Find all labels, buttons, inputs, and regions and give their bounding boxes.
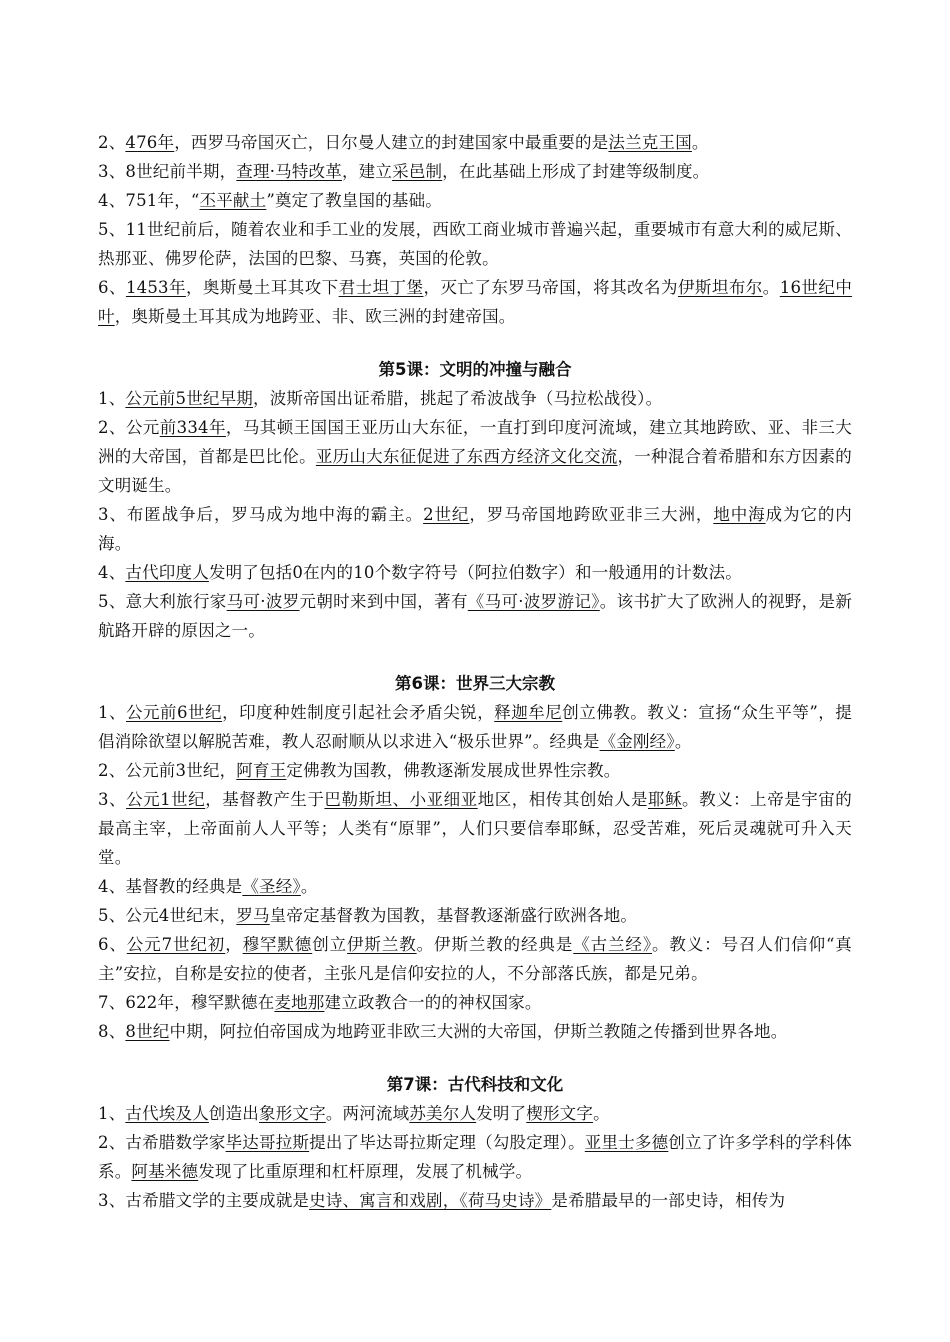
key-term: 丕平献土 (199, 191, 267, 210)
key-term: 公元1世纪 (126, 790, 206, 809)
key-term: 采邑制 (392, 162, 443, 181)
text-segment: ”奠定了教皇国的基础。 (266, 191, 442, 210)
key-term: 伊斯兰教 (347, 935, 417, 954)
text-segment: 元朝时来到中国，著有 (299, 592, 468, 611)
text-segment: 1、 (98, 1104, 126, 1123)
text-segment: 创造出 (208, 1104, 260, 1123)
list-item (98, 186, 852, 215)
list-item (98, 273, 852, 331)
text-segment: 是希腊最早的一部史诗，相传为 (551, 1191, 786, 1210)
list-item (98, 785, 852, 872)
text-segment: 3、古希腊文学的主要成就是 (98, 1191, 310, 1210)
list-item (98, 587, 852, 645)
key-term: 阿基米德 (131, 1162, 199, 1181)
text-segment: ，波斯帝国出证希腊，挑起了希波战争（马拉松战役）。 (253, 389, 663, 408)
key-term: 公元7世纪初 (126, 935, 226, 954)
key-term: 耶稣 (647, 790, 683, 809)
list-item (98, 1128, 852, 1186)
text-segment: ，奥斯曼土耳其成为地跨亚、非、欧三洲的封建帝国。 (114, 307, 516, 326)
text-segment: ，罗马帝国地跨欧亚非三大洲， (469, 505, 714, 524)
text-segment: 4、 (98, 563, 126, 582)
key-term: 1453年 (125, 278, 186, 297)
key-term: 阿育王 (236, 761, 287, 780)
text-segment: 发明了包括0在内的10个数字符号（阿拉伯数字）和一般通用的计数法。 (208, 563, 742, 582)
key-term: 古代埃及人 (125, 1104, 209, 1123)
list-item (98, 128, 852, 157)
list-item (98, 988, 852, 1017)
key-term: 苏美尔人 (409, 1104, 477, 1123)
text-segment: 3、布匿战争后，罗马成为地中海的霸主。 (98, 505, 424, 524)
text-segment: 6、 (98, 935, 127, 954)
text-segment: ，印度种姓制度引起社会矛盾尖锐， (222, 703, 495, 722)
text-segment: 。 (674, 732, 692, 751)
key-term: 穆罕默德 (242, 935, 313, 954)
text-segment: 。伊斯兰教的经典是 (416, 935, 574, 954)
text-segment: 3、8世纪前半期， (98, 162, 237, 181)
text-segment: 提出了毕达哥拉斯定理（勾股定理）。 (309, 1133, 585, 1152)
list-item (98, 1186, 852, 1215)
list-item (98, 872, 852, 901)
text-segment: 发现了比重原理和杠杆原理，发展了机械学。 (198, 1162, 533, 1181)
text-segment: 地区，相传其创始人是 (477, 790, 648, 809)
text-segment: 创立佛教。教义：宣扬“众生平等”，提倡消除欲望以解脱苦难，教人忍耐顺从以求进入“极乐世界”。经典是 (98, 703, 852, 751)
text-segment: 。两河流域 (325, 1104, 410, 1123)
list-item (98, 558, 852, 587)
text-segment: 皇帝定基督教为国教，基督教逐渐盛行欧洲各地。 (269, 906, 638, 925)
key-term: 伊斯坦布尔 (677, 278, 763, 297)
text-segment: 4、751年，“ (98, 191, 200, 210)
key-term: 巴勒斯坦、小亚细亚 (324, 790, 478, 809)
key-term: 史诗、寓言和戏剧， (309, 1191, 460, 1210)
key-term: 麦地那 (274, 993, 325, 1012)
lesson-heading: 第7课：古代科技和文化 (386, 1075, 564, 1094)
text-segment: 1、 (98, 389, 126, 408)
key-term: 16世纪中叶 (98, 278, 853, 326)
text-segment: ，马其顿王国国王亚历山大东征，一直打到印度河流域，建立其地跨欧、亚、非三大洲的大帝国，首都是巴比伦。 (98, 418, 852, 466)
lesson-heading: 第6课：世界三大宗教 (395, 674, 555, 693)
text-segment: ，奥斯曼土耳其攻下 (185, 278, 339, 297)
list-item (98, 500, 852, 558)
list-item (98, 1017, 852, 1046)
list-item (98, 901, 852, 930)
text-segment: 中期，阿拉伯帝国成为地跨亚非欧三大洲的大帝国，伊斯兰教随之传播到世界各地。 (169, 1022, 788, 1041)
key-term: 公元前6世纪 (126, 703, 223, 722)
list-item (98, 930, 852, 988)
key-term: 2世纪 (423, 505, 470, 524)
text-segment: ，基督教产生于 (205, 790, 325, 809)
key-term: 《荷马史诗》 (459, 1191, 552, 1210)
key-term: 476年 (125, 133, 175, 152)
key-term: 君士坦丁堡 (338, 278, 424, 297)
text-segment: ， (225, 935, 243, 954)
text-segment: 2、公元前3世纪， (98, 761, 237, 780)
list-item (98, 157, 852, 186)
text-segment: 1、 (98, 703, 127, 722)
key-term: 罗马 (236, 906, 270, 925)
key-term: 《马可·波罗游记》 (467, 592, 600, 611)
key-term: 象形文字 (259, 1104, 326, 1123)
text-segment: ，灭亡了东罗马帝国，将其改名为 (423, 278, 678, 297)
text-segment: 4、基督教的经典是 (98, 877, 243, 896)
text-segment: ，在此基础上形成了封建等级制度。 (442, 162, 710, 181)
document-body (98, 128, 852, 1215)
list-item (98, 698, 852, 756)
text-segment: ，建立 (341, 162, 393, 181)
text-segment: 。 (691, 133, 709, 152)
text-segment: 建立政教合一的的神权国家。 (324, 993, 542, 1012)
text-segment: 。 (300, 877, 318, 896)
text-segment: 2、 (98, 133, 126, 152)
key-term: 查理·马特改革 (236, 162, 342, 181)
list-item (98, 215, 852, 273)
list-item (98, 1099, 852, 1128)
text-segment: 。教义：号召人们信仰“真主”安拉，自称是安拉的使者，主张凡是信仰安拉的人，不分部落氏族，都是兄弟。 (98, 935, 853, 983)
key-term: 8世纪 (125, 1022, 170, 1041)
text-segment: 5、意大利旅行家 (98, 592, 227, 611)
list-item (98, 756, 852, 785)
text-segment: 。 (762, 278, 780, 297)
key-term: 马可·波罗 (226, 592, 300, 611)
text-segment: 。 (593, 1104, 610, 1123)
lesson-heading: 第5课：文明的冲撞与融合 (378, 360, 572, 379)
text-segment: 5、公元4世纪末， (98, 906, 237, 925)
key-term: 《古兰经》 (573, 935, 652, 954)
text-segment: 定佛教为国教，佛教逐渐发展成世界性宗教。 (286, 761, 621, 780)
list-item (98, 384, 852, 413)
key-term: 亚历山大东征促进了东西方经济文化交流 (315, 447, 618, 466)
key-term: 公元前5世纪早期 (125, 389, 254, 408)
text-segment: 创立 (312, 935, 348, 954)
text-segment: 7、622年，穆罕默德在 (98, 993, 275, 1012)
text-segment: 发明了 (476, 1104, 527, 1123)
key-term: 法兰克王国 (608, 133, 692, 152)
key-term: 古代印度人 (125, 563, 209, 582)
key-term: 楔形文字 (526, 1104, 594, 1123)
text-segment: ，西罗马帝国灭亡，日尔曼人建立的封建国家中最重要的是 (174, 133, 609, 152)
text-segment: 8、 (98, 1022, 126, 1041)
text-segment: 6、 (98, 278, 126, 297)
key-term: 《圣经》 (242, 877, 301, 896)
text-segment: 。教义：上帝是宇宙的最高主宰，上帝面前人人平等；人类有“原罪”，人们只要信奉耶稣，忍受苦难，死后灵魂就可升入天堂。 (98, 790, 853, 867)
key-term: 地中海 (713, 505, 766, 524)
text-segment: 。该书扩大了欧洲人的视野，是新航路开辟的原因之一。 (98, 592, 853, 640)
text-segment: 2、古希腊数学家 (98, 1133, 226, 1152)
text-segment: 创立了许多学科的学科体系。 (98, 1133, 853, 1181)
list-item (98, 413, 852, 500)
text-segment: 2、公元 (98, 418, 160, 437)
key-term: 释迦牟尼 (494, 703, 563, 722)
key-term: 《金刚经》 (599, 732, 675, 751)
key-term: 亚里士多德 (584, 1133, 669, 1152)
text-segment: 3、 (98, 790, 127, 809)
key-term: 毕达哥拉斯 (225, 1133, 310, 1152)
text-segment: 5、11世纪前后，随着农业和手工业的发展，西欧工商业城市普遍兴起，重要城市有意大利的威尼斯、热那亚、佛罗伦萨，法国的巴黎、马赛，英国的伦敦。 (98, 220, 852, 268)
text-segment: 成为它的内海。 (98, 505, 852, 553)
key-term: 前334年 (159, 418, 226, 437)
text-segment: ，一种混合着希腊和东方因素的文明诞生。 (98, 447, 852, 495)
